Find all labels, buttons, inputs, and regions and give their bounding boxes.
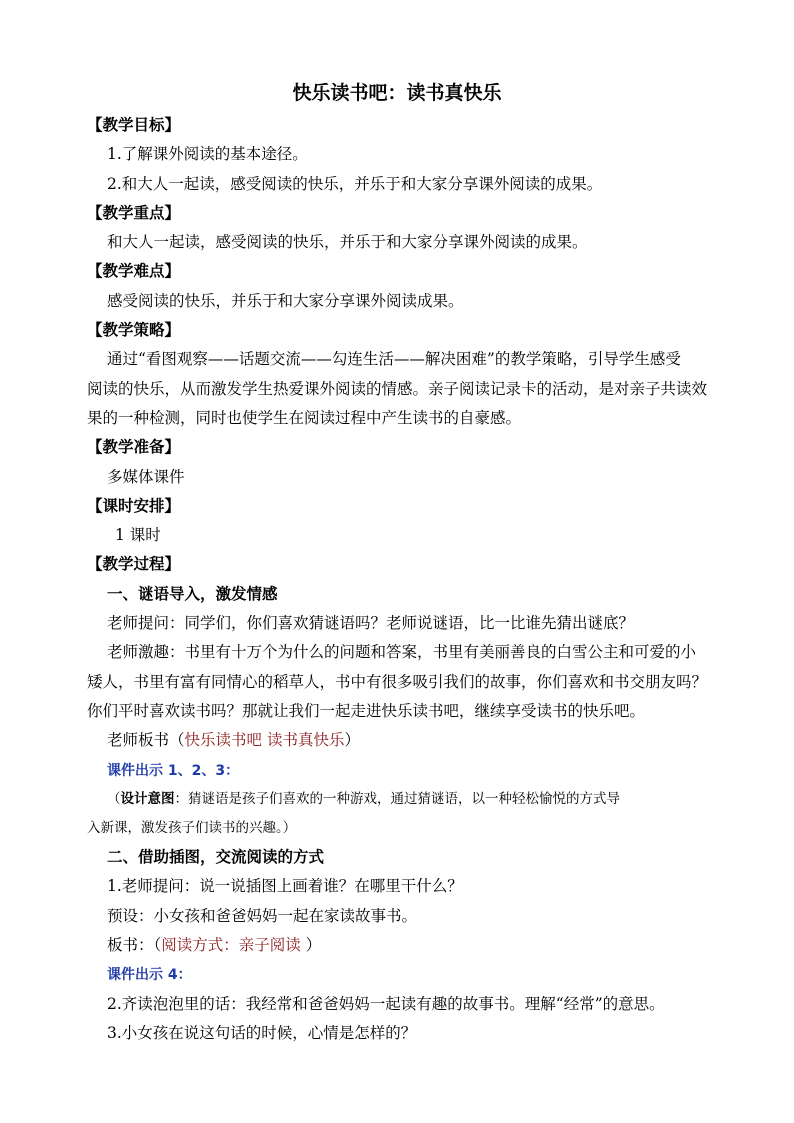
courseware-note-1: 课件出示 1、2、3： (107, 763, 240, 779)
part2-question-3: 3.小女孩在说这句话的时候，心情是怎样的？ (107, 1024, 417, 1042)
schedule-heading: 【课时安排】 (87, 497, 181, 515)
design-intent-open: （ (107, 791, 121, 807)
board-writing-2-prefix: 板书：（ (107, 936, 162, 954)
strategy-heading: 【教学策略】 (87, 321, 181, 339)
preparation-text: 多媒体课件 (107, 468, 185, 486)
design-intent-line-1 (107, 789, 747, 809)
strategy-line-2: 阅读的快乐，从而激发学生热爱课外阅读的情感。亲子阅读记录卡的活动，是对亲子共读效 (87, 380, 708, 398)
part2-question-2: 2.齐读泡泡里的话：我经常和爸爸妈妈一起读有趣的故事书。理解“经常”的意思。 (107, 995, 665, 1013)
goal-item-2: 2.和大人一起读，感受阅读的快乐，并乐于和大家分享课外阅读的成果。 (107, 175, 603, 193)
board-writing-1-suffix: ） (344, 731, 360, 749)
preparation-heading: 【教学准备】 (87, 438, 181, 456)
design-intent-label: 设计意图 (120, 791, 175, 807)
schedule-text: 1 课时 (115, 526, 161, 544)
process-heading: 【教学过程】 (87, 555, 181, 573)
strategy-line-1: 通过“看图观察——话题交流——勾连生活——解决困难”的教学策略，引导学生感受 (107, 350, 681, 368)
difficulty-heading: 【教学难点】 (87, 262, 181, 280)
focus-text: 和大人一起读，感受阅读的快乐，并乐于和大家分享课外阅读的成果。 (107, 233, 588, 251)
board-writing-1-content: 快乐读书吧 读书真快乐 (184, 731, 345, 749)
board-writing-2 (107, 935, 747, 955)
part2-preset: 预设：小女孩和爸爸妈妈一起在家读故事书。 (107, 907, 418, 925)
difficulty-text: 感受阅读的快乐，并乐于和大家分享课外阅读成果。 (107, 292, 464, 310)
part1-intro-line-1: 老师激趣：书里有十万个为什么的问题和答案，书里有美丽善良的白雪公主和可爱的小 (107, 643, 697, 661)
board-writing-2-suffix: ） (300, 936, 322, 954)
part2-title: 二、借助插图，交流阅读的方式 (107, 848, 325, 866)
board-writing-1-prefix: 老师板书（ (107, 731, 185, 749)
board-writing-1 (107, 730, 747, 750)
design-intent-line-2: 入新课，激发孩子们读书的兴趣。） (87, 820, 297, 836)
document-title: 快乐读书吧：读书真快乐 (292, 82, 502, 104)
part1-intro-line-3: 你们平时喜欢读书吗？那就让我们一起走进快乐读书吧，继续享受读书的快乐吧。 (87, 702, 646, 720)
goal-item-1: 1.了解课外阅读的基本途径。 (107, 145, 308, 163)
part1-title: 一、谜语导入，激发情感 (107, 585, 278, 603)
design-intent-text: ：猜谜语是孩子们喜欢的一种游戏，通过猜谜语，以一种轻松愉悦的方式导 (174, 791, 620, 807)
part1-question: 老师提问：同学们，你们喜欢猜谜语吗？老师说谜语，比一比谁先猜出谜底？ (107, 614, 635, 632)
part2-question-1: 1.老师提问：说一说插图上画着谁？在哪里干什么？ (107, 877, 463, 895)
goals-heading: 【教学目标】 (87, 116, 181, 134)
board-writing-2-content: 阅读方式：亲子阅读 (161, 936, 301, 954)
courseware-note-2: 课件出示 4： (107, 967, 192, 983)
focus-heading: 【教学重点】 (87, 204, 181, 222)
part1-intro-line-2: 矮人，书里有富有同情心的稻草人，书中有很多吸引我们的故事，你们喜欢和书交朋友吗？ (87, 673, 708, 691)
strategy-line-3: 果的一种检测，同时也使学生在阅读过程中产生读书的自豪感。 (87, 409, 522, 427)
